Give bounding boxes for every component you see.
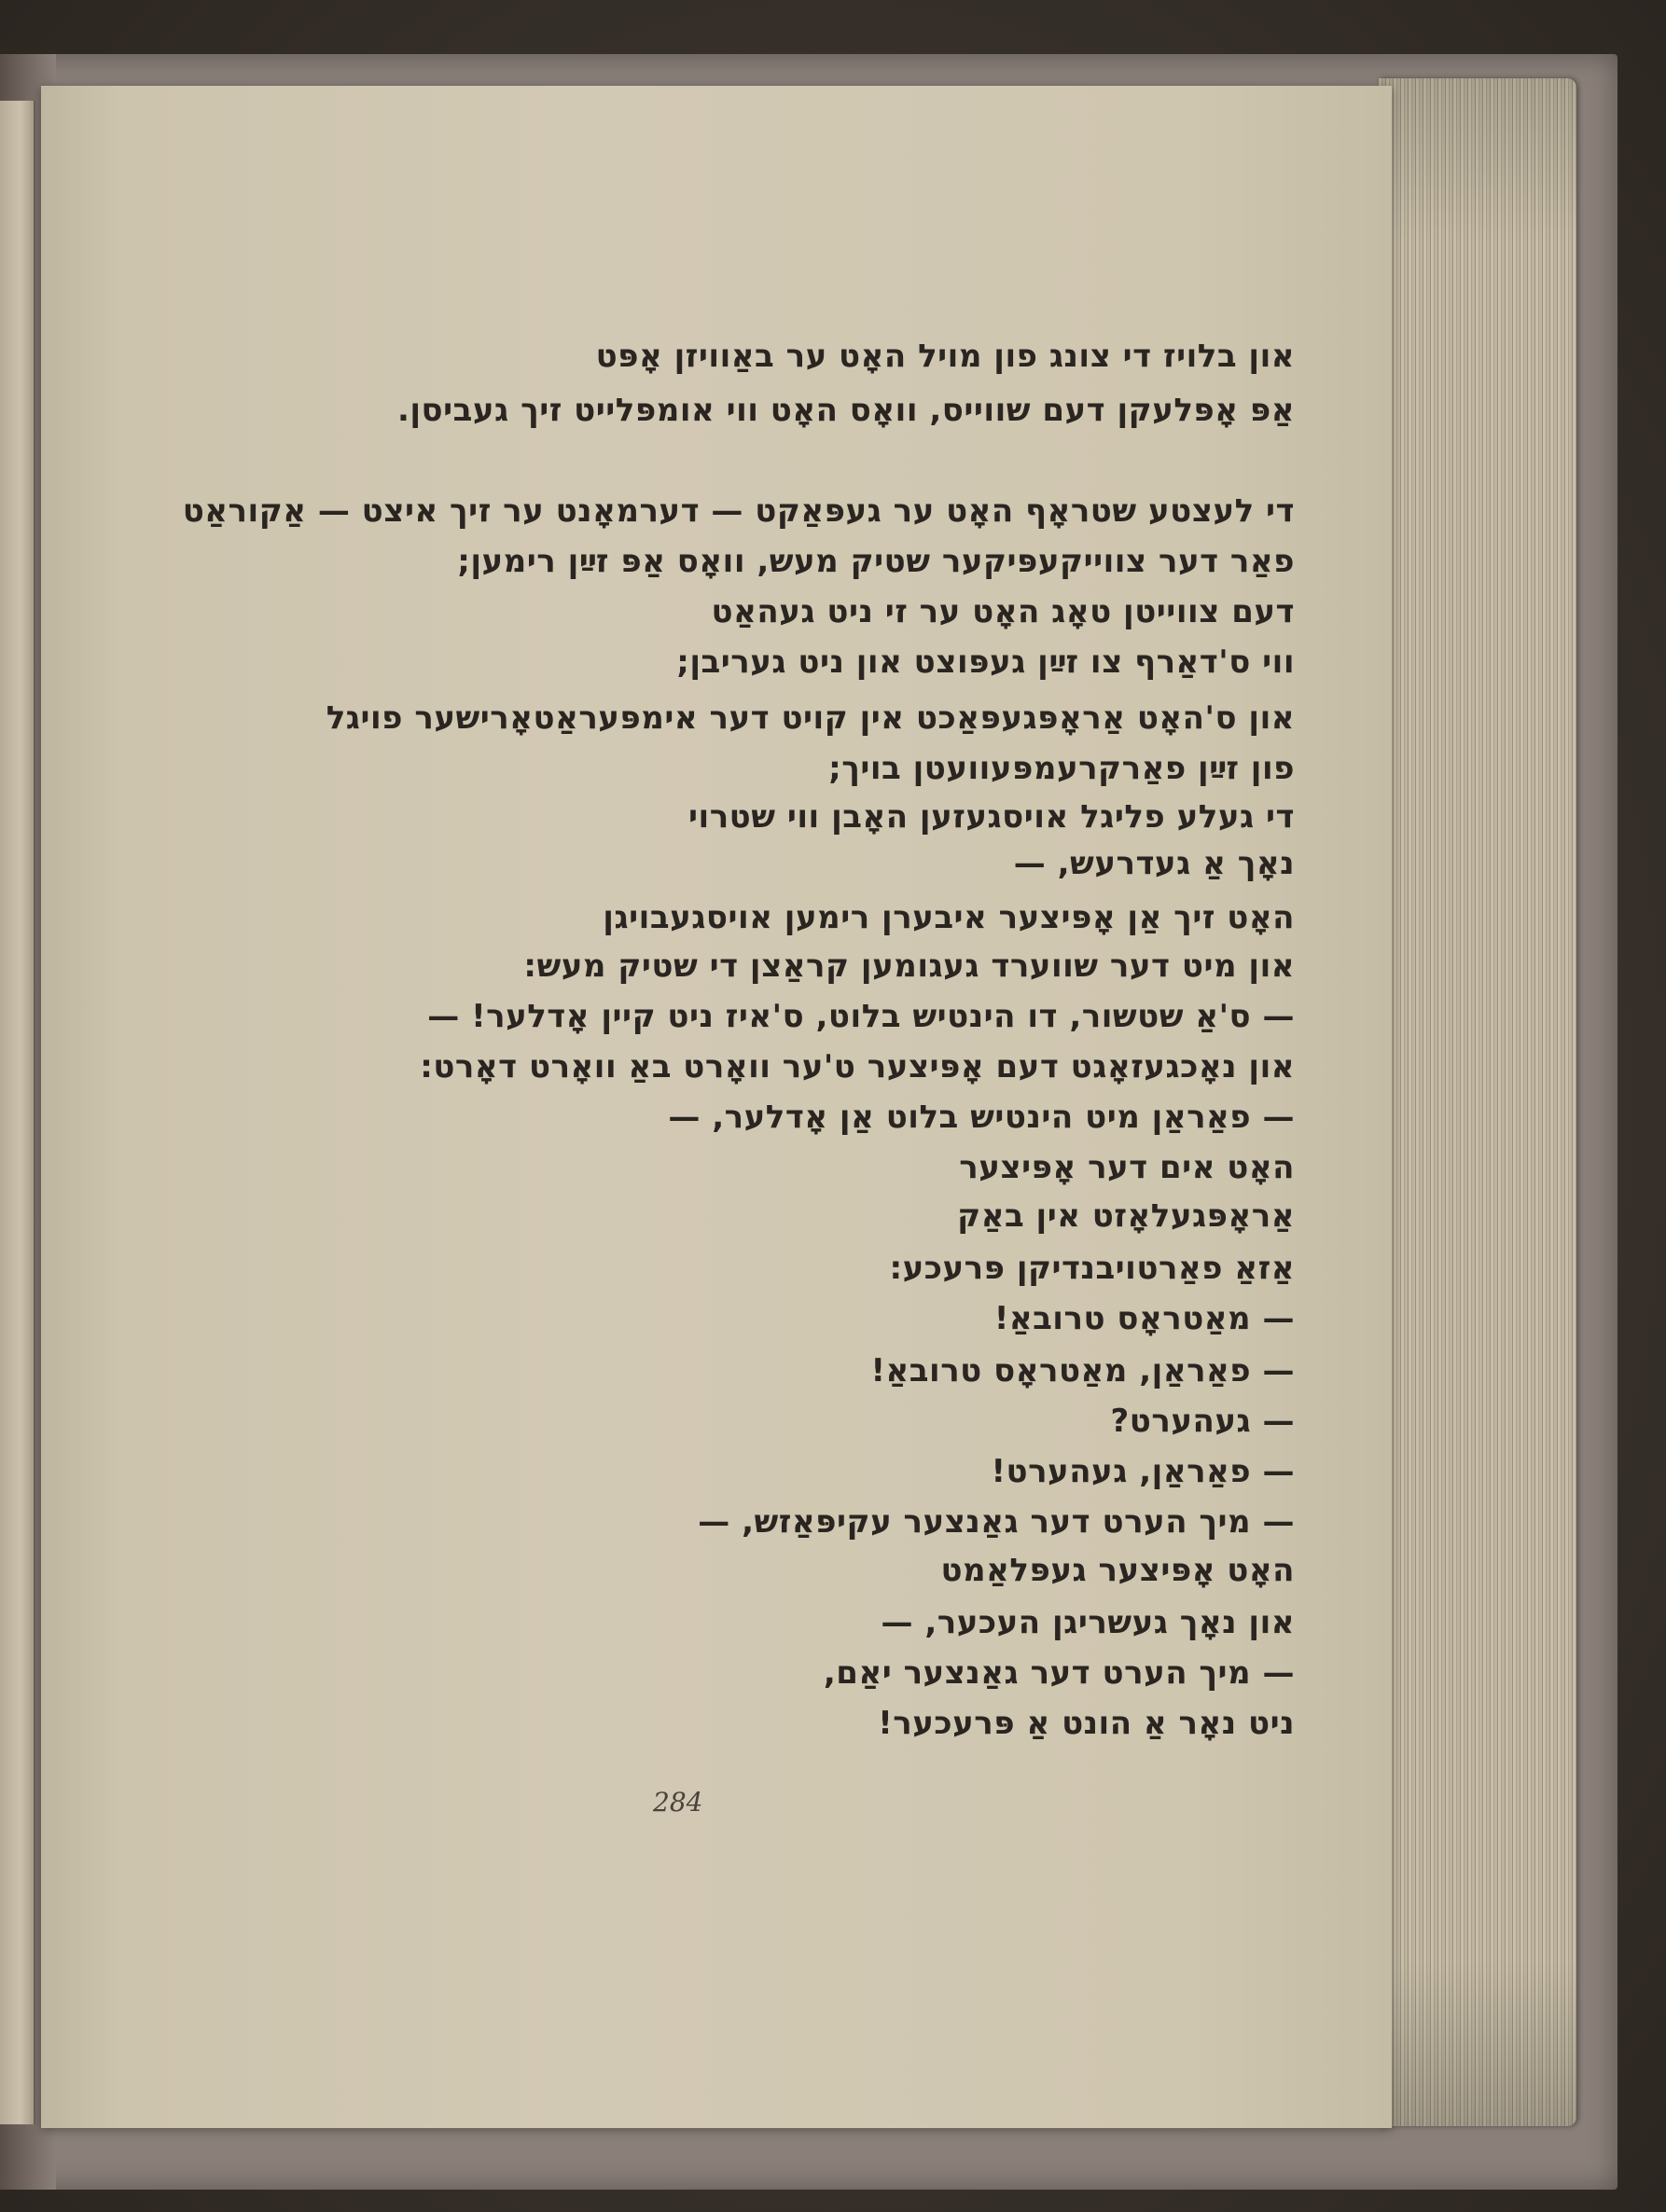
text-line: — פאַראַן מיט הינטיש בלוט אַן אָדלער, — [668,1099,1295,1136]
text-line: — מיך הערט דער גאַנצער יאַם, [823,1654,1295,1692]
text-line: און נאָך געשריגן העכער, — [881,1604,1295,1641]
text-line: פאַר דער צווייקעפּיקער שטיק מעש, וואָס אַפּ זײַן רימען; [457,543,1295,580]
text-line: — מיך הערט דער גאַנצער עקיפּאַזש, — [698,1503,1295,1541]
text-line: נאָך אַ געדרעש, — [1013,845,1295,882]
text-line: — פאַראַן, מאַטראָס טרובאַ! [870,1352,1295,1389]
text-line: אַזאַ פאַרטויבנדיקן פּרעכע: [889,1250,1295,1287]
text-line: — פאַראַן, געהערט! [991,1453,1295,1490]
text-line: אַראָפּגעלאָזט אין באַק [957,1197,1295,1235]
text-line: די געלע פליגל אויסגעזען האָבן ווי שטרוי [688,798,1295,836]
text-line: און ס'האָט אַראָפּגעפּאַכט אין קויט דער אימפּעראַטאָרישער פויגל [326,699,1295,737]
text-line: ווי ס'דאַרף צו זײַן געפּוצט און ניט געריבן; [676,643,1295,681]
text-line: דעם צווייטן טאָג האָט ער זי ניט געהאַט [711,593,1295,630]
text-line: ניט נאָר אַ הונט אַ פּרעכער! [878,1705,1295,1742]
text-line: האָט זיך אַן אָפּיצער איבערן רימען אויסגעבויגן [603,899,1295,936]
text-line: — ס'אַ שטשור, דו הינטיש בלוט, ס'איז ניט קיין אָדלער! — [427,998,1295,1035]
text-line: די לעצטע שטראָף האָט ער געפּאַקט — דערמאָנט ער זיך איצט — אַקוראַט [182,492,1295,530]
page-number: 284 [653,1787,703,1818]
text-line: און מיט דער שווערד געגומען קראַצן די שטיק מעש: [523,947,1295,985]
text-line: — מאַטראָס טרובאַ! [993,1300,1295,1337]
text-line: האָט אים דער אָפּיצער [959,1149,1295,1186]
text-line: — געהערט? [1110,1403,1295,1440]
previous-page-edge [0,101,35,2124]
text-line: האָט אָפּיצער געפּלאַמט [940,1552,1295,1589]
text-line: אַפּ אָפּלעקן דעם שווייס, וואָס האָט ווי אומפּלייט זיך געביסן. [396,392,1295,429]
text-line: און נאָכגעזאָגט דעם אָפּיצער ט'ער וואָרט באַ וואָרט דאָרט: [420,1048,1295,1085]
page-edges-shade [1379,78,1576,2126]
text-line: און בלויז די צונג פון מויל האָט ער באַוויזן אָפּט [595,338,1295,375]
text-line: פון זײַן פאַרקרעמפּעוועטן בויך; [828,750,1295,787]
